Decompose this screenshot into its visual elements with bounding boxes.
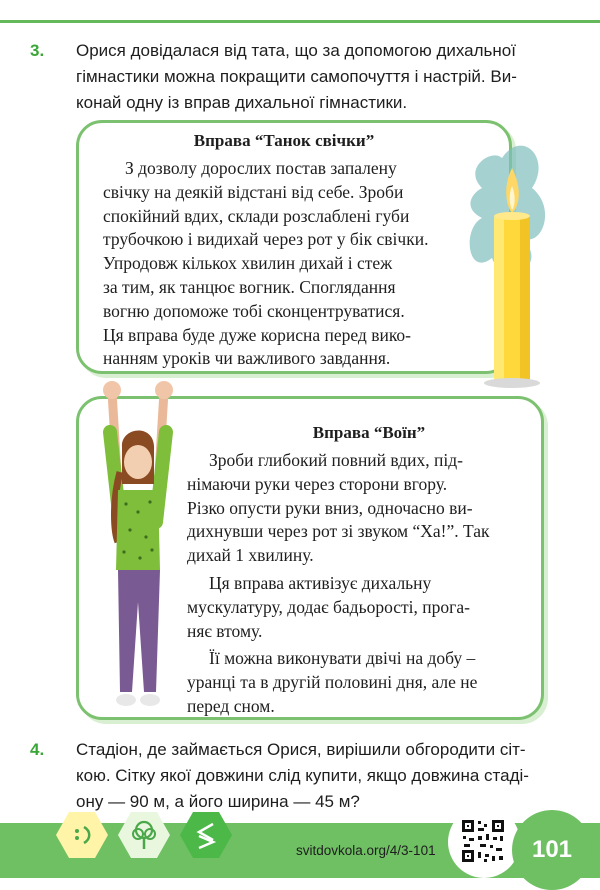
exercise-line: уранці та в другій половині дня, але не [187, 672, 478, 693]
exercise-line: трубочкою і видихай через рот у бік свічки. [103, 229, 429, 250]
page-number: 101 [531, 836, 573, 863]
top-divider [0, 20, 600, 23]
task-text-line: гімнастики можна покращити самопочуття і настрій. Ви- [76, 67, 517, 86]
exercise-line: З дозволу дорослих постав запалену [125, 158, 397, 178]
qr-code-icon[interactable] [460, 818, 506, 864]
task-text-line: конай одну із вправ дихальної гімнастики. [76, 93, 408, 112]
resource-url[interactable]: svitdovkola.org/4/3-101 [296, 843, 436, 858]
exercise-line: за тим, як танцює вогник. Споглядання [103, 276, 396, 297]
task-number: 3. [30, 41, 45, 60]
exercise-line: няє втому. [187, 620, 263, 641]
task-text-line: Стадіон, де займається Орися, вирішили обгородити сіт- [76, 740, 526, 759]
exercise-text [103, 157, 483, 371]
exercise-card-candle [76, 120, 512, 374]
candle-illustration [462, 128, 558, 390]
task-text-line: ону — 90 м, а його ширина — 45 м? [76, 792, 360, 811]
exercise-line: дихай 1 хвилину. [187, 545, 314, 566]
exercise-title: Вправа “Воїн” [312, 423, 426, 442]
exercise-line: спокійний вдих, склади розслаблені губи [103, 205, 410, 226]
exercise-line: Її можна виконувати двічі на добу – [209, 648, 476, 669]
exercise-line: Ця вправа активізує дихальну [209, 572, 432, 593]
exercise-line: перед сном. [187, 695, 275, 716]
exercise-line: Упродовж кількох хвилин дихай і стеж [103, 253, 393, 274]
task-text-line: Орися довідалася від тата, що за допомогою дихальної [76, 41, 516, 60]
girl-photo [90, 372, 190, 728]
exercise-line: Ця вправа буде дуже корисна перед вико- [103, 324, 412, 345]
exercise-line: німаючи руки через сторони вгору. [187, 473, 448, 494]
task-number: 4. [30, 740, 45, 759]
exercise-line: дихнувши через рот зі звуком “Ха!”. Так [187, 521, 490, 542]
exercise-line: мускулатуру, додає бадьорості, прога- [187, 596, 470, 617]
exercise-line: нанням уроків чи важливого завдання. [103, 348, 391, 369]
exercise-line: Різко опусти руки вниз, одночасно ви- [187, 497, 473, 518]
exercise-line: Зроби глибокий повний вдих, під- [209, 450, 463, 470]
exercise-line: вогню допоможе тобі сконцентруватися. [103, 300, 405, 321]
exercise-line: свічку на деякій відстані від себе. Зроби [103, 181, 404, 202]
exercise-title: Вправа “Танок свічки” [193, 131, 375, 150]
task-text-line: кою. Сітку якої довжини слід купити, якщо довжина стаді- [76, 766, 529, 785]
exercise-text [187, 449, 527, 719]
